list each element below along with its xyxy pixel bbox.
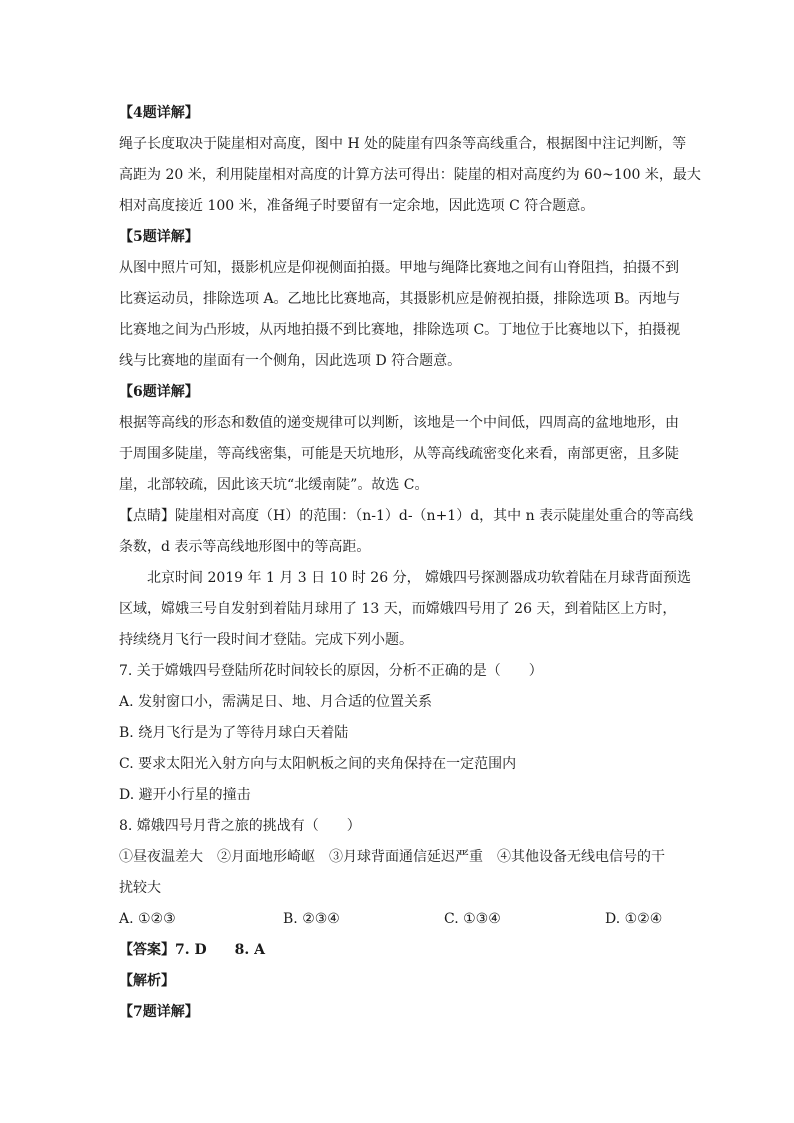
q7-option-b: B. 绕月飞行是为了等待月球白天着陆 — [119, 725, 349, 741]
q5-text-line: 从图中照片可知，摄影机应是仰视侧面拍摄。甲地与绳降比赛地之间有山脊阻挡，拍摄不到 — [119, 260, 679, 276]
q7-option-d: D. 避开小行星的撞击 — [119, 787, 251, 803]
passage-line: 区域，嫦娥三号自发射到着陆月球用了 13 天，而嫦娥四号用了 26 天，到着陆区上方时， — [119, 601, 677, 617]
q8-option-a: A. ①②③ — [119, 911, 176, 927]
q4-text-line: 相对高度接近 100 米，准备绳子时要留有一定余地，因此选项 C 符合题意。 — [119, 198, 595, 214]
question-8: 8. 嫦娥四号月背之旅的挑战有（ ） — [119, 818, 361, 834]
analysis-heading: 【解析】 — [119, 973, 175, 989]
q8-option-d: D. ①②④ — [605, 911, 663, 927]
q8-statements: ①昼夜温差大 ②月面地形崎岖 ③月球背面通信延迟严重 ④其他设备无线电信号的干 — [119, 849, 665, 865]
q6-text-line: 根据等高线的形态和数值的递变规律可以判断，该地是一个中间低，四周高的盆地地形，由 — [119, 415, 679, 431]
q4-text-line: 高距为 20 米，利用陡崖相对高度的计算方法可得出：陡崖的相对高度约为 60~100 米，最大 — [119, 167, 701, 183]
q8-statements: 扰较大 — [119, 880, 161, 896]
q7-explanation-heading: 【7题详解】 — [119, 1004, 199, 1020]
answer-line: 【答案】7. D 8. A — [119, 942, 265, 958]
tip-line: 【点睛】陡崖相对高度（H）的范围：（n-1）d-（n+1）d，其中 n 表示陡崖处重合的等高线 — [119, 508, 694, 524]
q5-text-line: 线与比赛地的崖面有一个侧角，因此选项 D 符合题意。 — [119, 353, 462, 369]
q6-text-line: 于周围多陡崖，等高线密集，可能是天坑地形，从等高线疏密变化来看，南部更密，且多陡 — [119, 446, 679, 462]
q4-text-line: 绳子长度取决于陡崖相对高度，图中 H 处的陡崖有四条等高线重合，根据图中注记判断，等 — [119, 136, 687, 152]
q8-option-b: B. ②③④ — [283, 911, 340, 927]
q8-option-c: C. ①③④ — [444, 911, 501, 927]
q7-option-c: C. 要求太阳光入射方向与太阳帆板之间的夹角保持在一定范围内 — [119, 756, 517, 772]
q6-text-line: 崖，北部较疏，因此该天坑“北缓南陡”。故选 C。 — [119, 477, 429, 493]
q5-text-line: 比赛运动员，排除选项 A。乙地比比赛地高，其摄影机应是俯视拍摄，排除选项 B。丙地与 — [119, 291, 681, 307]
q5-text-line: 比赛地之间为凸形坡，从丙地拍摄不到比赛地，排除选项 C。丁地位于比赛地以下，拍摄视 — [119, 322, 681, 338]
passage-line: 持续绕月飞行一段时间才登陆。完成下列小题。 — [119, 632, 413, 648]
q6-explanation-heading: 【6题详解】 — [119, 384, 199, 400]
q4-explanation-heading: 【4题详解】 — [119, 105, 199, 121]
question-7: 7. 关于嫦娥四号登陆所花时间较长的原因，分析不正确的是（ ） — [119, 663, 543, 679]
q7-option-a: A. 发射窗口小，需满足日、地、月合适的位置关系 — [119, 694, 433, 710]
passage-line: 北京时间 2019 年 1 月 3 日 10 时 26 分， 嫦娥四号探测器成功软着陆在月球背面预选 — [147, 570, 692, 586]
tip-line: 条数，d 表示等高线地形图中的等高距。 — [119, 539, 371, 555]
q5-explanation-heading: 【5题详解】 — [119, 229, 199, 245]
